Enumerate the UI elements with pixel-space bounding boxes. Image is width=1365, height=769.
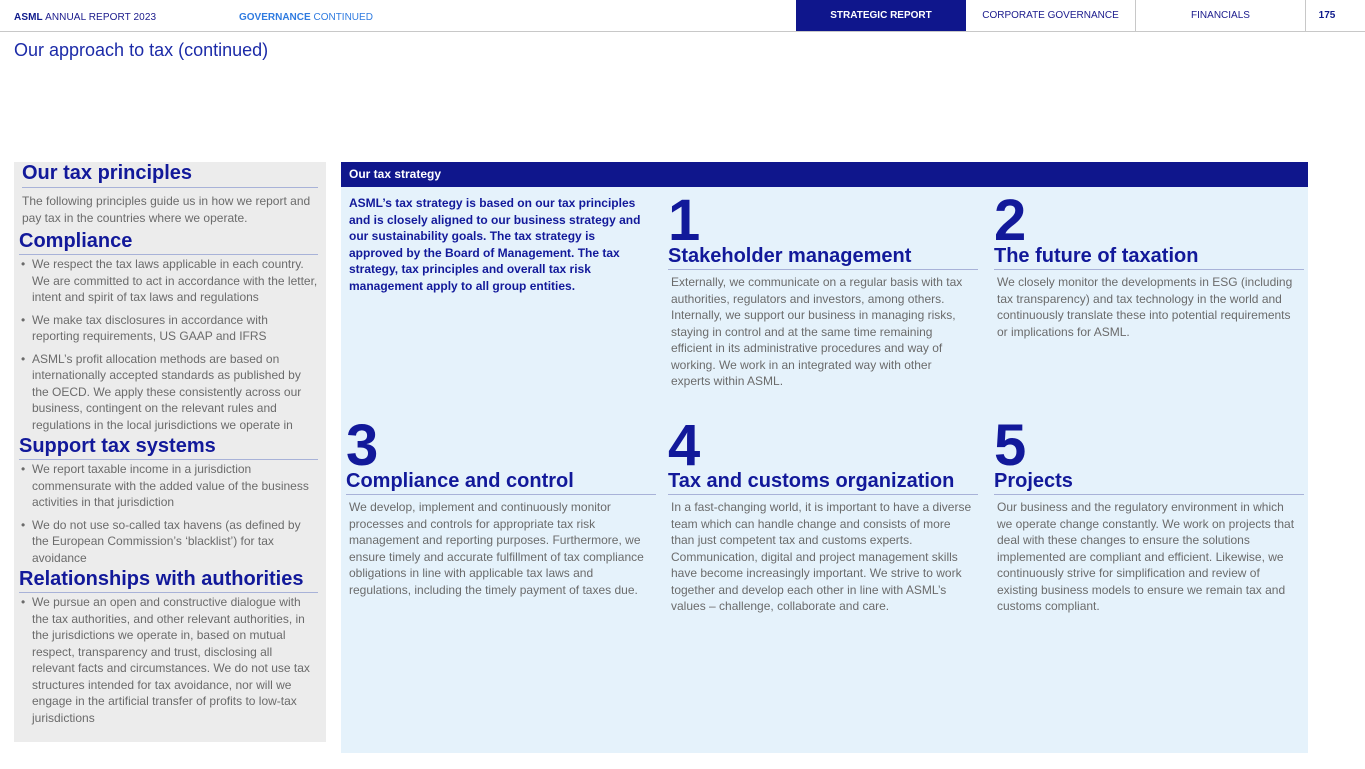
card-body: In a fast-changing world, it is important to have a diverse team which can handle change and consists of more than just competent tax and customs experts. Communication, digital and project management skills have become increasingly important. We strive to work together and develop each other in line with ASML’s values – challenge, collaborate and care. [671,500,972,613]
card-body: We develop, implement and continuously monitor processes and controls for appropriate tax risk management and reporting purposes. Furthermore, we ensure timely and accurate fulfillment of tax compliance obligations in line with applicable tax laws and regulations, including the timely payment of taxes due. [349,500,644,597]
principles-title: Our tax principles [22,162,318,188]
top-bar [0,0,1365,32]
page-number: 175 [1318,10,1336,21]
strategy-card-compliance-and-control [346,413,656,598]
section-label [239,12,373,23]
section-name: GOVERNANCE [239,12,311,23]
compliance-heading: Compliance [19,229,318,255]
list-item: • We do not use so-called tax havens (as defined by the European Commission’s ‘blacklist’) for tax avoidance [19,517,318,567]
support-tax-systems-list [19,461,318,566]
tax-principles-panel [14,162,326,742]
strategy-card-tax-and-customs-organization [668,413,978,615]
strategy-card-projects [994,413,1304,615]
strategy-card-stakeholder-management [668,188,978,390]
card-body: Externally, we communicate on a regular basis with tax authorities, regulators and investors, among others. Internally, we support our business in managing risks, staying in control and at the same time remaining efficient in its administrative procedures and way of working. We work in an integrated way with other experts within ASML. [671,275,963,388]
report-name: ANNUAL REPORT 2023 [45,12,157,23]
strategy-intro: ASML’s tax strategy is based on our tax principles and is closely aligned to our business strategy and our sustainability goals. The tax strategy is approved by the Board of Management. The tax strategy, tax principles and overall tax risk management apply to all group entities. [349,196,641,293]
list-item: • We report taxable income in a jurisdiction commensurate with the added value of the business activities in that jurisdiction [19,461,318,511]
report-brand[interactable] [14,12,156,23]
card-number: 1 [668,188,699,253]
strategy-card-future-of-taxation [994,188,1304,340]
nav-strategic-report[interactable]: STRATEGIC REPORT [796,0,966,31]
card-number: 2 [994,188,1025,253]
card-title: Tax and customs organization [668,470,978,495]
nav-corporate-governance[interactable]: CORPORATE GOVERNANCE [966,0,1136,31]
support-tax-systems-heading: Support tax systems [19,434,318,460]
card-number: 3 [346,413,377,478]
card-number: 5 [994,413,1025,478]
relationships-heading: Relationships with authorities [19,567,318,593]
nav-financials[interactable]: FINANCIALS [1136,0,1306,31]
strategy-header: Our tax strategy [341,162,1308,187]
card-body: Our business and the regulatory environment in which we operate change constantly. We work on projects that deal with these changes to ensure the solutions implemented are compliant and efficient. Likewise, we continuously strive for simplification and review of existing business models to ensure we remain tax and customs compliant. [997,500,1295,613]
card-body: We closely monitor the developments in ESG (including tax transparency) and tax technology in the world and continuously translate these into potential requirements or implications for ASML. [997,275,1293,339]
list-item: • We make tax disclosures in accordance with reporting requirements, US GAAP and IFRS [19,312,318,345]
list-item: • ASML’s profit allocation methods are based on internationally accepted standards as published by the OECD. We apply these consistently across our business, contingent on the relevant rules and regulations in the local jurisdictions we operate in [19,351,318,434]
relationships-list [19,594,318,726]
page-title: Our approach to tax (continued) [14,40,269,60]
card-title: The future of taxation [994,245,1304,270]
card-number: 4 [668,413,699,478]
list-item: • We pursue an open and constructive dialogue with the tax authorities, and other relevant authorities, in the jurisdictions we operate in, based on mutual respect, transparency and trust, disclosing all relevant facts and circumstances. We do not use tax structures intended for tax avoidance, nor will we engage in the artificial transfer of profits to low-tax jurisdictions [19,594,318,726]
principles-intro: The following principles guide us in how we report and pay tax in the countries where we operate. [22,194,311,225]
section-continued: CONTINUED [313,12,373,23]
tax-strategy-panel [341,162,1308,753]
card-title: Compliance and control [346,470,656,495]
card-title: Stakeholder management [668,245,978,270]
compliance-list [19,256,318,433]
list-item: • We respect the tax laws applicable in each country. We are committed to act in accordance with the letter, intent and spirit of tax laws and regulations [19,256,318,306]
card-title: Projects [994,470,1304,495]
brand-name: ASML [14,12,43,23]
